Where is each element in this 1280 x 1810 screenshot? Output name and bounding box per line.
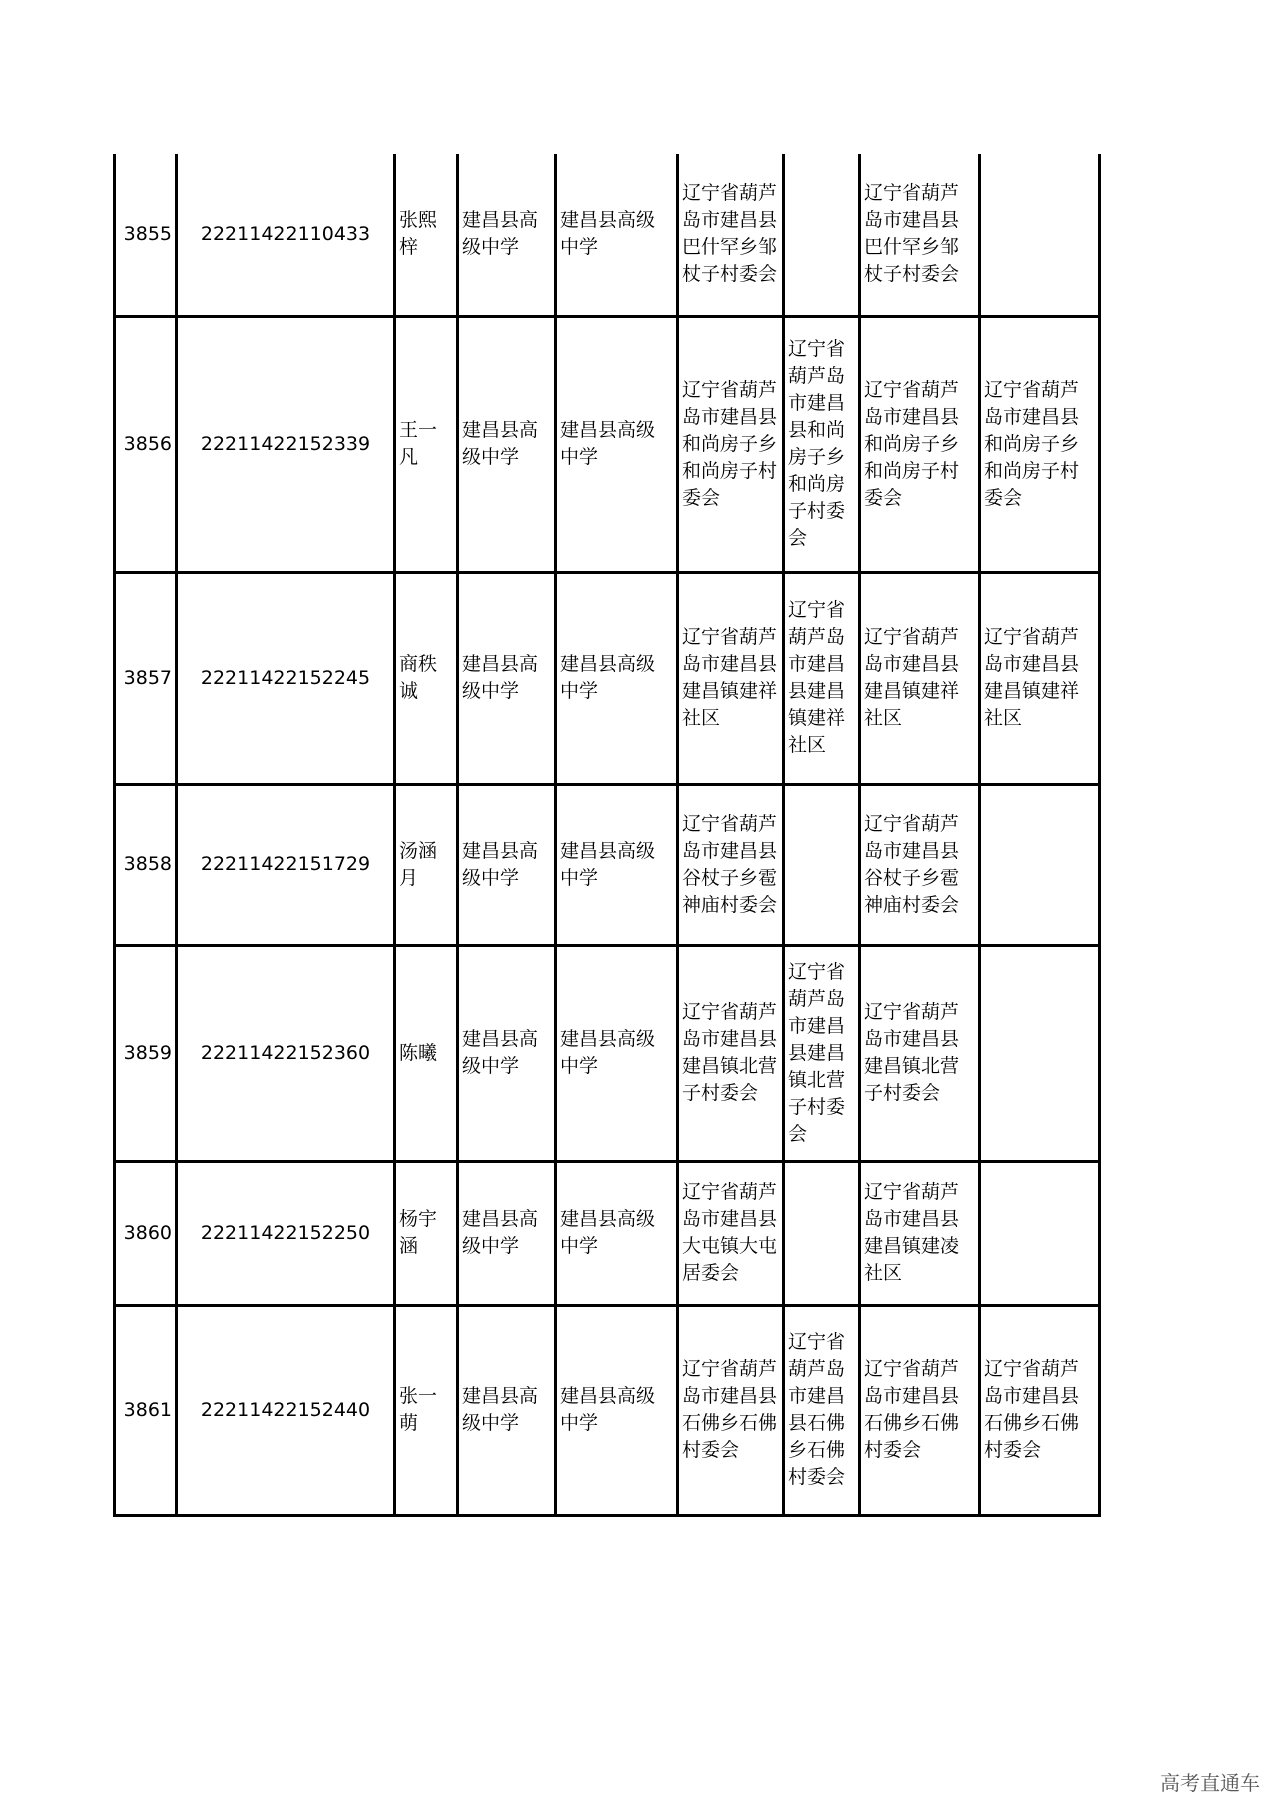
table-row: [115, 1161, 1100, 1305]
class-cell: 建昌县高级中学: [556, 784, 678, 945]
student-table: [113, 154, 1101, 1517]
class-cell: 建昌县高级中学: [556, 154, 678, 316]
table-row: [115, 1305, 1100, 1515]
class-cell: 建昌县高级中学: [556, 1161, 678, 1305]
seq-cell: 3857: [115, 572, 177, 784]
address-cell-2: [784, 1161, 860, 1305]
school-cell: 建昌县高级中学: [458, 784, 556, 945]
address-cell-3: 辽宁省葫芦岛市建昌县建昌镇建凌社区: [860, 1161, 980, 1305]
id-cell: 22211422152360: [177, 945, 395, 1161]
address-cell-4: [980, 154, 1100, 316]
name-cell: 陈曦: [395, 945, 458, 1161]
address-cell-1: 辽宁省葫芦岛市建昌县大屯镇大屯居委会: [678, 1161, 784, 1305]
address-cell-4: [980, 945, 1100, 1161]
name-cell: 汤涵月: [395, 784, 458, 945]
table-row: [115, 154, 1100, 316]
id-cell: 22211422110433: [177, 154, 395, 316]
address-cell-2: 辽宁省葫芦岛市建昌县建昌镇建祥社区: [784, 572, 860, 784]
class-cell: 建昌县高级中学: [556, 945, 678, 1161]
name-cell: 杨宇涵: [395, 1161, 458, 1305]
seq-cell: 3860: [115, 1161, 177, 1305]
address-cell-3: 辽宁省葫芦岛市建昌县和尚房子乡和尚房子村委会: [860, 316, 980, 572]
school-cell: 建昌县高级中学: [458, 1161, 556, 1305]
address-cell-1: 辽宁省葫芦岛市建昌县建昌镇建祥社区: [678, 572, 784, 784]
address-cell-2: [784, 784, 860, 945]
seq-cell: 3856: [115, 316, 177, 572]
address-cell-3: 辽宁省葫芦岛市建昌县建昌镇建祥社区: [860, 572, 980, 784]
seq-cell: 3859: [115, 945, 177, 1161]
watermark-text: 高考直通车: [1160, 1771, 1260, 1795]
address-cell-4: 辽宁省葫芦岛市建昌县建昌镇建祥社区: [980, 572, 1100, 784]
school-cell: 建昌县高级中学: [458, 1305, 556, 1515]
address-cell-2: 辽宁省葫芦岛市建昌县建昌镇北营子村委会: [784, 945, 860, 1161]
id-cell: 22211422152245: [177, 572, 395, 784]
seq-cell: 3861: [115, 1305, 177, 1515]
address-cell-3: 辽宁省葫芦岛市建昌县建昌镇北营子村委会: [860, 945, 980, 1161]
address-cell-3: 辽宁省葫芦岛市建昌县谷杖子乡雹神庙村委会: [860, 784, 980, 945]
table-row: [115, 316, 1100, 572]
school-cell: 建昌县高级中学: [458, 945, 556, 1161]
name-cell: 张一萌: [395, 1305, 458, 1515]
address-cell-2: 辽宁省葫芦岛市建昌县石佛乡石佛村委会: [784, 1305, 860, 1515]
address-cell-2: 辽宁省葫芦岛市建昌县和尚房子乡和尚房子村委会: [784, 316, 860, 572]
address-cell-3: 辽宁省葫芦岛市建昌县巴什罕乡邹杖子村委会: [860, 154, 980, 316]
name-cell: 王一凡: [395, 316, 458, 572]
table-row: [115, 945, 1100, 1161]
address-cell-4: 辽宁省葫芦岛市建昌县和尚房子乡和尚房子村委会: [980, 316, 1100, 572]
seq-cell: 3858: [115, 784, 177, 945]
class-cell: 建昌县高级中学: [556, 1305, 678, 1515]
name-cell: 商秩诚: [395, 572, 458, 784]
seq-cell: 3855: [115, 154, 177, 316]
name-cell: 张熙梓: [395, 154, 458, 316]
id-cell: 22211422152250: [177, 1161, 395, 1305]
id-cell: 22211422152339: [177, 316, 395, 572]
address-cell-3: 辽宁省葫芦岛市建昌县石佛乡石佛村委会: [860, 1305, 980, 1515]
class-cell: 建昌县高级中学: [556, 572, 678, 784]
address-cell-4: [980, 784, 1100, 945]
id-cell: 22211422152440: [177, 1305, 395, 1515]
class-cell: 建昌县高级中学: [556, 316, 678, 572]
address-cell-1: 辽宁省葫芦岛市建昌县巴什罕乡邹杖子村委会: [678, 154, 784, 316]
address-cell-1: 辽宁省葫芦岛市建昌县和尚房子乡和尚房子村委会: [678, 316, 784, 572]
id-cell: 22211422151729: [177, 784, 395, 945]
address-cell-1: 辽宁省葫芦岛市建昌县谷杖子乡雹神庙村委会: [678, 784, 784, 945]
school-cell: 建昌县高级中学: [458, 154, 556, 316]
address-cell-1: 辽宁省葫芦岛市建昌县石佛乡石佛村委会: [678, 1305, 784, 1515]
school-cell: 建昌县高级中学: [458, 572, 556, 784]
table-row: [115, 784, 1100, 945]
address-cell-4: [980, 1161, 1100, 1305]
address-cell-4: 辽宁省葫芦岛市建昌县石佛乡石佛村委会: [980, 1305, 1100, 1515]
table-row: [115, 572, 1100, 784]
address-cell-1: 辽宁省葫芦岛市建昌县建昌镇北营子村委会: [678, 945, 784, 1161]
school-cell: 建昌县高级中学: [458, 316, 556, 572]
address-cell-2: [784, 154, 860, 316]
